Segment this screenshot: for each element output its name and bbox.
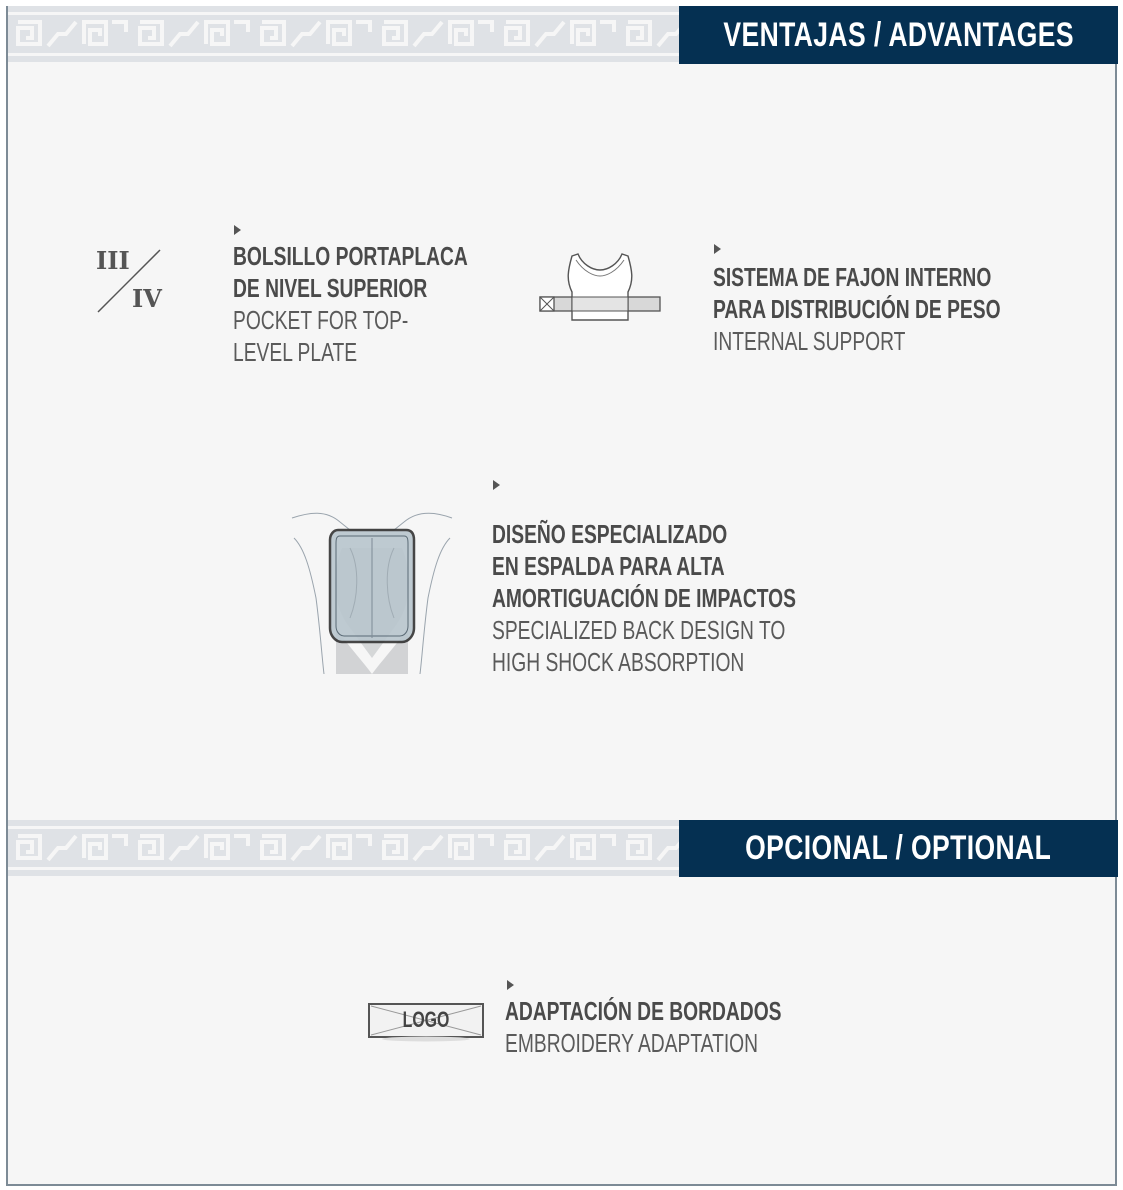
bullet-arrow-icon bbox=[234, 225, 241, 235]
back-es-line-3: AMORTIGUACIÓN DE IMPACTOS bbox=[492, 583, 796, 613]
roman-top: III bbox=[96, 246, 130, 275]
back-en-line-1: SPECIALIZED BACK DESIGN TO bbox=[492, 615, 786, 645]
vest-belt-icon bbox=[536, 250, 664, 326]
plate-en-line-1: POCKET FOR TOP- bbox=[233, 305, 409, 335]
logo-label: LOGO bbox=[402, 1007, 450, 1032]
bullet-arrow-icon bbox=[493, 480, 500, 490]
plate-en-line-2: LEVEL PLATE bbox=[233, 337, 358, 367]
support-es-line-2: PARA DISTRIBUCIÓN DE PESO bbox=[713, 294, 1001, 324]
plate-level-icon bbox=[94, 246, 166, 316]
support-en-line-1: INTERNAL SUPPORT bbox=[713, 326, 906, 356]
plate-es-line-1: BOLSILLO PORTAPLACA bbox=[233, 241, 468, 271]
back-plate-illustration bbox=[290, 508, 454, 676]
roman-bottom: IV bbox=[132, 284, 162, 313]
greek-key-band-top bbox=[8, 6, 679, 62]
advantages-title: VENTAJAS / ADVANTAGES bbox=[723, 15, 1074, 54]
greek-key-band-bottom bbox=[8, 820, 679, 876]
bullet-arrow-icon bbox=[507, 980, 514, 990]
back-en-line-2: HIGH SHOCK ABSORPTION bbox=[492, 647, 745, 677]
feature-back-design bbox=[492, 518, 903, 678]
support-es-line-1: SISTEMA DE FAJON INTERNO bbox=[713, 262, 992, 292]
feature-internal-support bbox=[713, 261, 1102, 357]
optional-header bbox=[679, 820, 1118, 877]
logo-patch-icon bbox=[368, 1002, 484, 1042]
embroidery-en-line-1: EMBROIDERY ADAPTATION bbox=[505, 1028, 759, 1058]
back-es-line-1: DISEÑO ESPECIALIZADO bbox=[492, 519, 728, 549]
back-es-line-2: EN ESPALDA PARA ALTA bbox=[492, 551, 725, 581]
feature-plate-pocket bbox=[233, 240, 550, 368]
embroidery-es-line-1: ADAPTACIÓN DE BORDADOS bbox=[505, 996, 782, 1026]
optional-title: OPCIONAL / OPTIONAL bbox=[745, 829, 1052, 867]
plate-es-line-2: DE NIVEL SUPERIOR bbox=[233, 273, 428, 303]
advantages-header bbox=[679, 6, 1118, 64]
feature-embroidery bbox=[505, 995, 879, 1059]
bullet-arrow-icon bbox=[714, 244, 721, 254]
